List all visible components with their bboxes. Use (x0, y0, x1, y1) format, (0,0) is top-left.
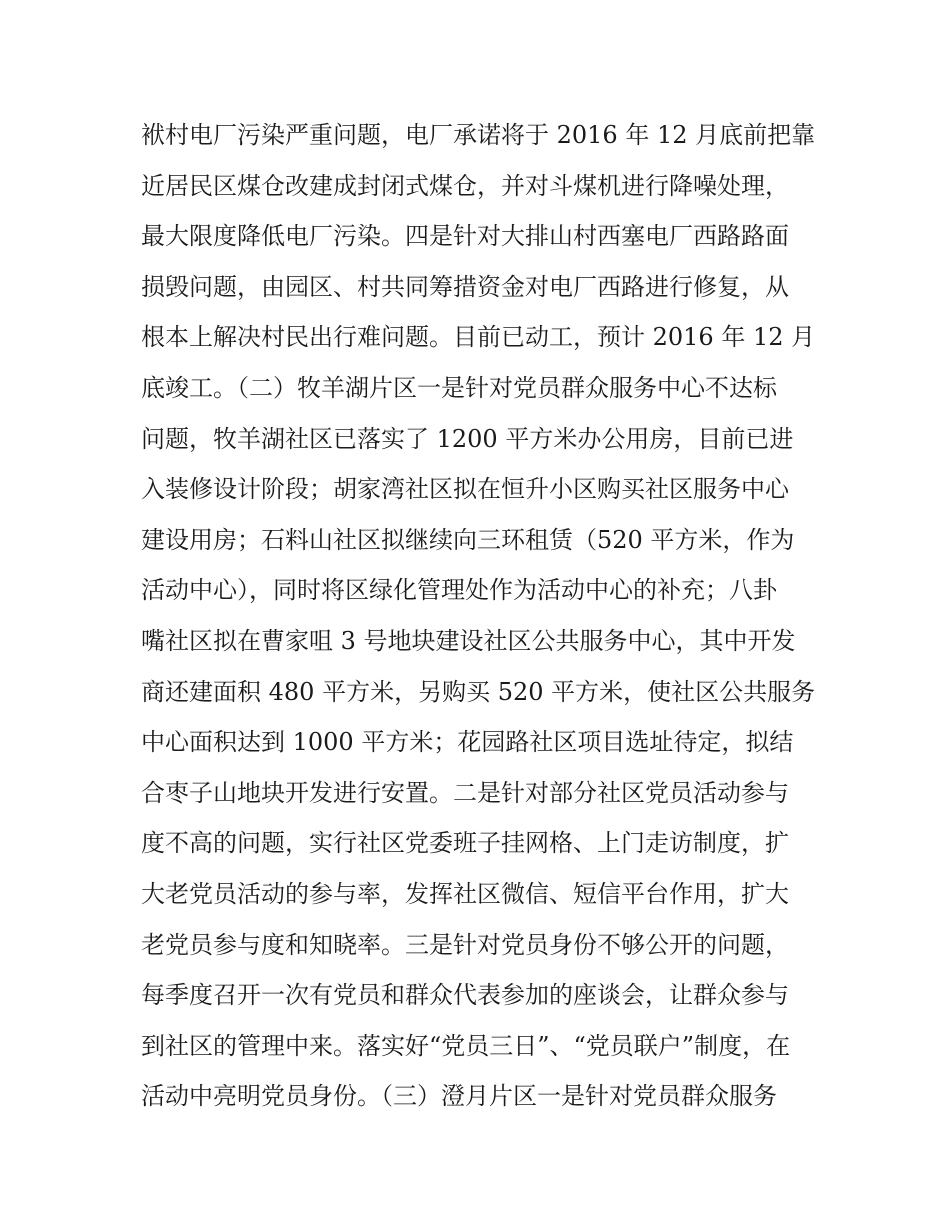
text-line: 老党员参与度和知晓率。三是针对党员身份不够公开的问题， (141, 930, 789, 959)
text-line: 到社区的管理中来。落实好“党员三日”、“党员联户”制度，在 (141, 1031, 791, 1060)
text-line: 活动中亮明党员身份。（三）澄月片区一是针对党员群众服务 (141, 1082, 777, 1111)
text-line: 入装修设计阶段；胡家湾社区拟在恒升小区购买社区服务中心 (141, 475, 789, 504)
text-line: 袱村电厂污染严重问题，电厂承诺将于 2016 年 12 月底前把靠 (141, 121, 816, 149)
text-line: 活动中心），同时将区绿化管理处作为活动中心的补充；八卦 (141, 576, 777, 605)
text-line: 每季度召开一次有党员和群众代表参加的座谈会，让群众参与 (141, 981, 789, 1010)
text-line: 中心面积达到 1000 平方米；花园路社区项目选址待定，拟结 (141, 728, 794, 757)
text-line: 根本上解决村民出行难问题。目前已动工，预计 2016 年 12 月 (141, 323, 816, 352)
text-line: 损毁问题，由园区、村共同筹措资金对电厂西路进行修复，从 (141, 272, 789, 301)
text-line: 问题，牧羊湖社区已落实了 1200 平方米办公用房，目前已进 (141, 424, 794, 453)
text-line: 底竣工。（二）牧羊湖片区一是针对党员群众服务中心不达标 (141, 373, 777, 402)
text-line: 建设用房；石料山社区拟继续向三环租赁（520 平方米，作为 (141, 525, 795, 554)
text-line: 近居民区煤仓改建成封闭式煤仓，并对斗煤机进行降噪处理， (141, 171, 789, 200)
text-line: 合枣子山地块开发进行安置。二是针对部分社区党员活动参与 (141, 778, 789, 807)
body-text (141, 110, 821, 1122)
text-line: 最大限度降低电厂污染。四是针对大排山村西塞电厂西路路面 (141, 222, 789, 251)
text-line: 嘴社区拟在曹家咀 3 号地块建设社区公共服务中心，其中开发 (141, 626, 796, 655)
text-line: 度不高的问题，实行社区党委班子挂网格、上门走访制度，扩 (141, 829, 789, 858)
text-line: 大老党员活动的参与率，发挥社区微信、短信平台作用，扩大 (141, 879, 789, 908)
text-line: 商还建面积 480 平方米，另购买 520 平方米，使社区公共服务 (141, 677, 816, 706)
